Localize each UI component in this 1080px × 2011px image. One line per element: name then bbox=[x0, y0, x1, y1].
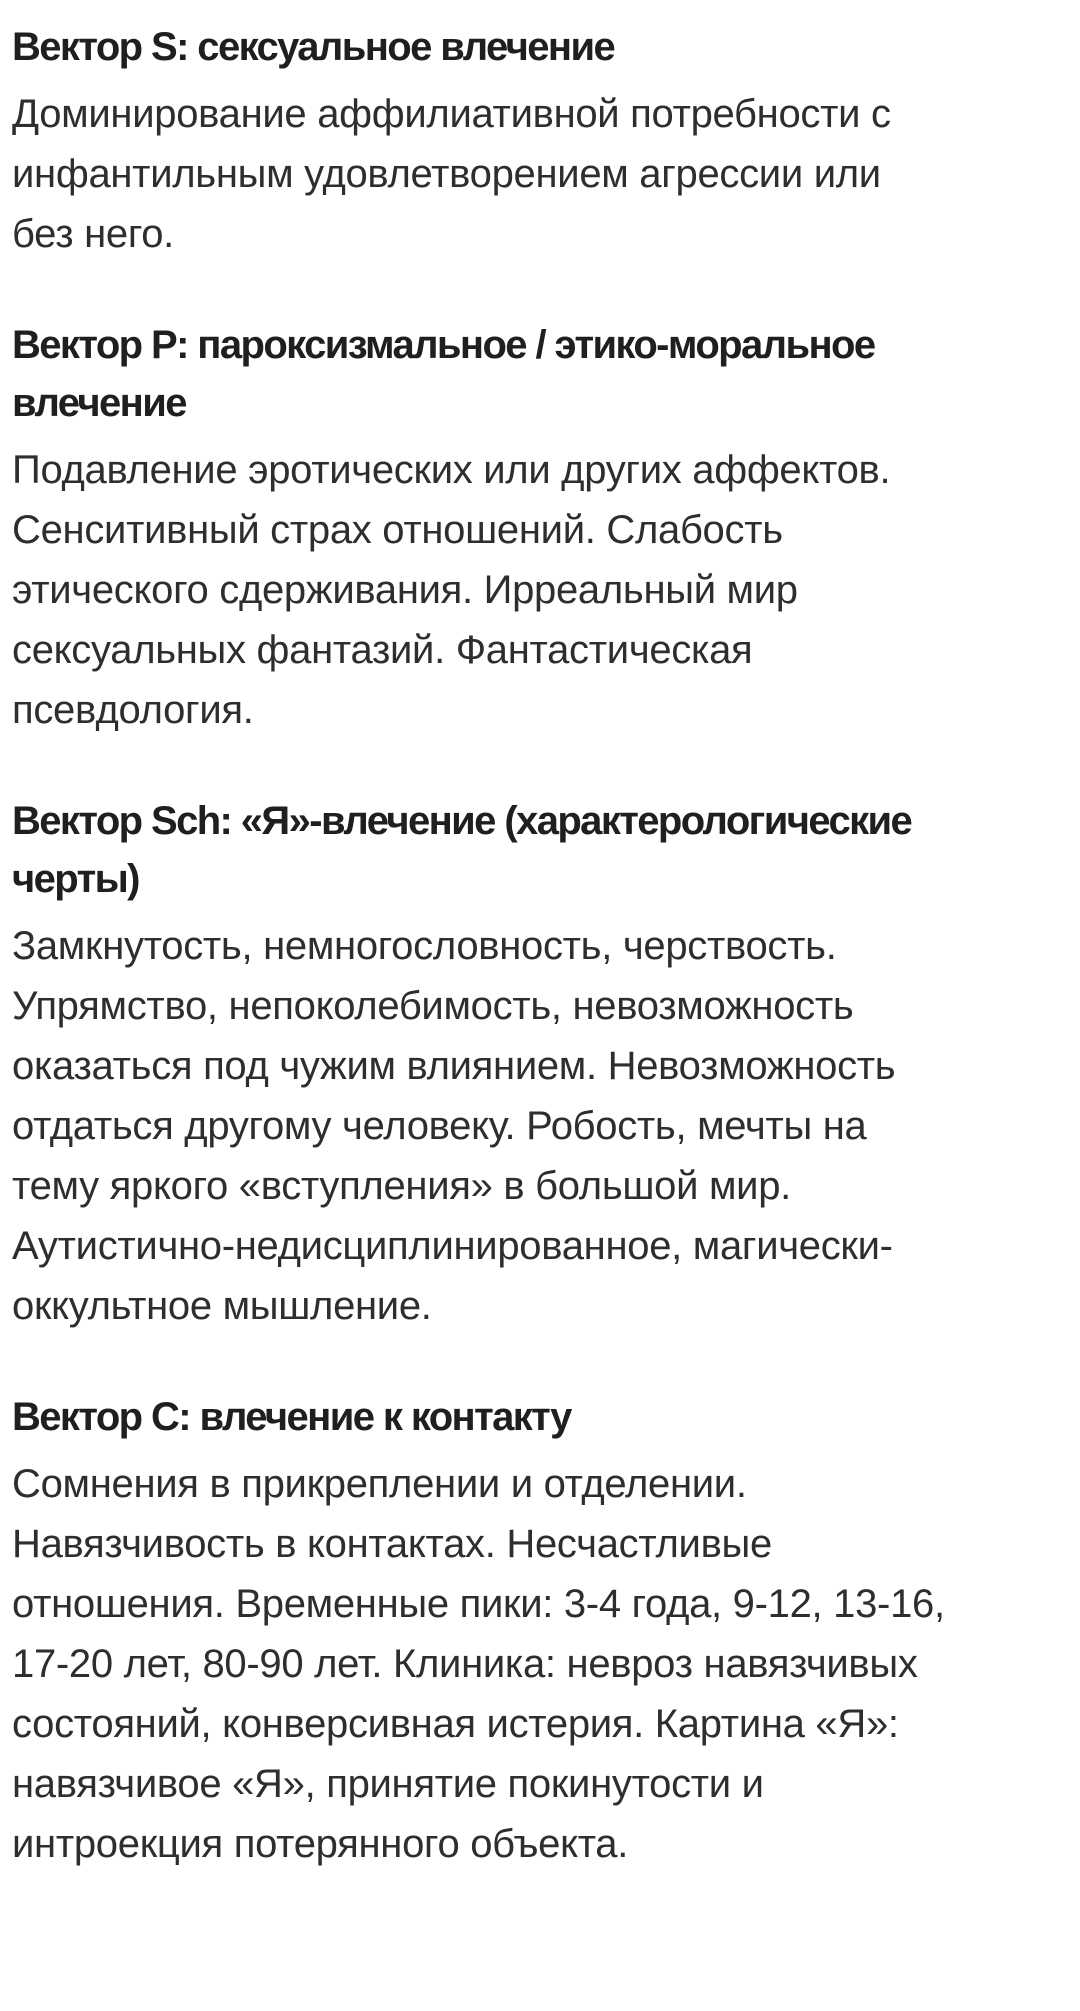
vector-p-section bbox=[12, 316, 1068, 740]
section-title: Вектор C: влечение к контакту bbox=[12, 1395, 571, 1439]
section-body: Замкнутость, немногословность, черствость. Упрямство, непоколебимость, невозможность оказаться под чужим влиянием. Невозможность отдаться другому человеку. Робость, мечты на тему яркого «вступления» в большой мир. Аутистично-недисциплинированное, магически- оккультное мышление. bbox=[12, 924, 896, 1328]
vector-sch-section bbox=[12, 792, 1068, 1336]
section-body: Сомнения в прикреплении и отделении. Навязчивость в контактах. Несчастливые отношения. Временные пики: 3-4 года, 9-12, 13-16, 17-20 лет, 80-90 лет. Клиника: невроз навязчивых состояний, конверсивная истерия. Картина «Я»: навязчивое «Я», принятие покинутости и интроекция потерянного объекта. bbox=[12, 1462, 945, 1866]
section-title: Вектор Sch: «Я»-влечение (характерологические черты) bbox=[12, 799, 912, 901]
section-title: Вектор S: сексуальное влечение bbox=[12, 25, 615, 69]
section-body: Доминирование аффилиативной потребности с инфантильным удовлетворением агрессии или без него. bbox=[12, 92, 891, 256]
vector-s-section bbox=[12, 18, 1068, 264]
vector-c-section bbox=[12, 1388, 1068, 1874]
section-body: Подавление эротических или других аффектов. Сенситивный страх отношений. Слабость этического сдерживания. Ирреальный мир сексуальных фантазий. Фантастическая псевдология. bbox=[12, 448, 891, 732]
section-title: Вектор P: пароксизмальное / этико-моральное влечение bbox=[12, 323, 875, 425]
